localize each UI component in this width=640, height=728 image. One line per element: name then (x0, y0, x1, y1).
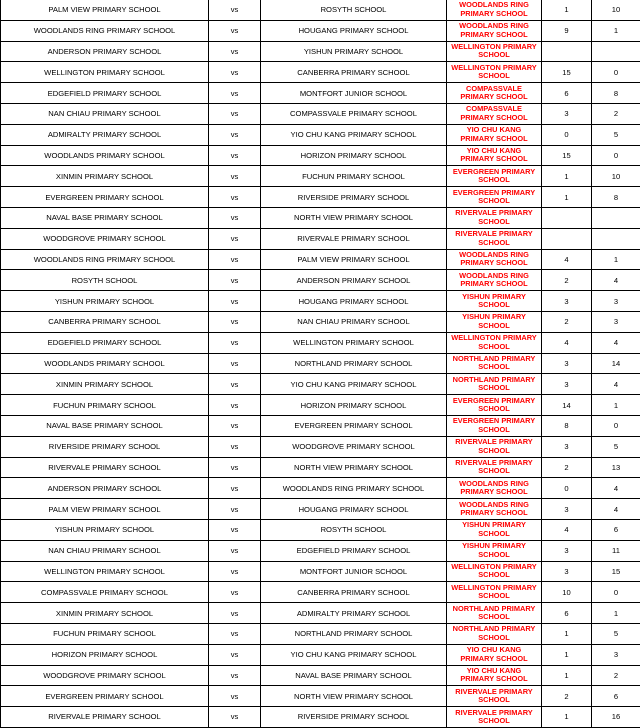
vs-cell: vs (209, 582, 261, 603)
score-home-cell: 8 (542, 415, 592, 436)
table-row (1, 187, 640, 208)
score-home-cell: 4 (542, 332, 592, 353)
winner-cell: WELLINGTON PRIMARY SCHOOL (447, 41, 542, 62)
score-home-cell: 4 (542, 519, 592, 540)
home-team-cell: WOODLANDS PRIMARY SCHOOL (1, 145, 209, 166)
home-team-cell: WOODLANDS PRIMARY SCHOOL (1, 353, 209, 374)
score-away-cell: 6 (592, 686, 640, 707)
score-away-cell: 16 (592, 707, 640, 728)
winner-cell: YIO CHU KANG PRIMARY SCHOOL (447, 145, 542, 166)
score-away-cell: 4 (592, 478, 640, 499)
away-team-cell: HORIZON PRIMARY SCHOOL (261, 395, 447, 416)
table-row (1, 561, 640, 582)
away-team-cell: RIVERSIDE PRIMARY SCHOOL (261, 707, 447, 728)
away-team-cell: COMPASSVALE PRIMARY SCHOOL (261, 103, 447, 124)
vs-cell: vs (209, 457, 261, 478)
vs-cell: vs (209, 686, 261, 707)
away-team-cell: MONTFORT JUNIOR SCHOOL (261, 561, 447, 582)
vs-cell: vs (209, 187, 261, 208)
score-away-cell: 1 (592, 20, 640, 41)
vs-cell: vs (209, 291, 261, 312)
winner-cell: EVERGREEN PRIMARY SCHOOL (447, 395, 542, 416)
score-away-cell: 3 (592, 311, 640, 332)
winner-cell: YISHUN PRIMARY SCHOOL (447, 540, 542, 561)
home-team-cell: WELLINGTON PRIMARY SCHOOL (1, 561, 209, 582)
home-team-cell: ANDERSON PRIMARY SCHOOL (1, 478, 209, 499)
winner-cell: WELLINGTON PRIMARY SCHOOL (447, 62, 542, 83)
table-row (1, 62, 640, 83)
score-away-cell: 14 (592, 353, 640, 374)
home-team-cell: ANDERSON PRIMARY SCHOOL (1, 41, 209, 62)
score-away-cell: 2 (592, 665, 640, 686)
score-away-cell: 1 (592, 395, 640, 416)
home-team-cell: ADMIRALTY PRIMARY SCHOOL (1, 124, 209, 145)
score-home-cell: 1 (542, 623, 592, 644)
vs-cell: vs (209, 540, 261, 561)
vs-cell: vs (209, 353, 261, 374)
home-team-cell: HORIZON PRIMARY SCHOOL (1, 644, 209, 665)
winner-cell: YIO CHU KANG PRIMARY SCHOOL (447, 124, 542, 145)
table-row (1, 665, 640, 686)
vs-cell: vs (209, 395, 261, 416)
away-team-cell: RIVERSIDE PRIMARY SCHOOL (261, 187, 447, 208)
score-home-cell: 3 (542, 436, 592, 457)
away-team-cell: EVERGREEN PRIMARY SCHOOL (261, 415, 447, 436)
vs-cell: vs (209, 103, 261, 124)
away-team-cell: WOODLANDS RING PRIMARY SCHOOL (261, 478, 447, 499)
table-row (1, 291, 640, 312)
away-team-cell: CANBERRA PRIMARY SCHOOL (261, 582, 447, 603)
score-home-cell: 4 (542, 249, 592, 270)
table-row (1, 499, 640, 520)
vs-cell: vs (209, 270, 261, 291)
vs-cell: vs (209, 623, 261, 644)
score-away-cell: 11 (592, 540, 640, 561)
vs-cell: vs (209, 519, 261, 540)
vs-cell: vs (209, 332, 261, 353)
home-team-cell: YISHUN PRIMARY SCHOOL (1, 291, 209, 312)
winner-cell: RIVERVALE PRIMARY SCHOOL (447, 707, 542, 728)
away-team-cell: YISHUN PRIMARY SCHOOL (261, 41, 447, 62)
vs-cell: vs (209, 228, 261, 249)
table-row (1, 41, 640, 62)
score-home-cell: 10 (542, 582, 592, 603)
winner-cell: WOODLANDS RING PRIMARY SCHOOL (447, 20, 542, 41)
home-team-cell: PALM VIEW PRIMARY SCHOOL (1, 499, 209, 520)
winner-cell: WELLINGTON PRIMARY SCHOOL (447, 582, 542, 603)
score-home-cell: 9 (542, 20, 592, 41)
away-team-cell: NORTH VIEW PRIMARY SCHOOL (261, 207, 447, 228)
score-away-cell: 10 (592, 166, 640, 187)
table-row (1, 124, 640, 145)
winner-cell: NORTHLAND PRIMARY SCHOOL (447, 353, 542, 374)
score-home-cell: 3 (542, 374, 592, 395)
score-away-cell: 5 (592, 436, 640, 457)
away-team-cell: WOODGROVE PRIMARY SCHOOL (261, 436, 447, 457)
table-row (1, 207, 640, 228)
vs-cell: vs (209, 83, 261, 104)
away-team-cell: NORTH VIEW PRIMARY SCHOOL (261, 457, 447, 478)
table-row (1, 0, 640, 20)
score-home-cell: 0 (542, 478, 592, 499)
score-away-cell: 15 (592, 561, 640, 582)
table-row (1, 582, 640, 603)
away-team-cell: NORTH VIEW PRIMARY SCHOOL (261, 686, 447, 707)
score-away-cell: 13 (592, 457, 640, 478)
away-team-cell: NORTHLAND PRIMARY SCHOOL (261, 623, 447, 644)
winner-cell: RIVERVALE PRIMARY SCHOOL (447, 457, 542, 478)
vs-cell: vs (209, 311, 261, 332)
score-home-cell: 3 (542, 103, 592, 124)
score-away-cell: 0 (592, 415, 640, 436)
winner-cell: WELLINGTON PRIMARY SCHOOL (447, 332, 542, 353)
score-home-cell: 0 (542, 124, 592, 145)
away-team-cell: EDGEFIELD PRIMARY SCHOOL (261, 540, 447, 561)
away-team-cell: PALM VIEW PRIMARY SCHOOL (261, 249, 447, 270)
score-home-cell: 1 (542, 166, 592, 187)
winner-cell: YISHUN PRIMARY SCHOOL (447, 519, 542, 540)
score-away-cell (592, 41, 640, 62)
winner-cell: COMPASSVALE PRIMARY SCHOOL (447, 83, 542, 104)
away-team-cell: ANDERSON PRIMARY SCHOOL (261, 270, 447, 291)
vs-cell: vs (209, 207, 261, 228)
table-row (1, 103, 640, 124)
score-away-cell: 8 (592, 83, 640, 104)
home-team-cell: EDGEFIELD PRIMARY SCHOOL (1, 83, 209, 104)
home-team-cell: CANBERRA PRIMARY SCHOOL (1, 311, 209, 332)
score-away-cell: 5 (592, 623, 640, 644)
score-away-cell: 8 (592, 187, 640, 208)
table-row (1, 166, 640, 187)
score-home-cell: 2 (542, 686, 592, 707)
home-team-cell: NAVAL BASE PRIMARY SCHOOL (1, 415, 209, 436)
home-team-cell: XINMIN PRIMARY SCHOOL (1, 166, 209, 187)
score-away-cell: 3 (592, 291, 640, 312)
table-row (1, 249, 640, 270)
vs-cell: vs (209, 665, 261, 686)
score-home-cell: 3 (542, 540, 592, 561)
table-row (1, 332, 640, 353)
home-team-cell: FUCHUN PRIMARY SCHOOL (1, 623, 209, 644)
table-row (1, 603, 640, 624)
score-home-cell: 6 (542, 83, 592, 104)
home-team-cell: NAVAL BASE PRIMARY SCHOOL (1, 207, 209, 228)
home-team-cell: NAN CHIAU PRIMARY SCHOOL (1, 103, 209, 124)
away-team-cell: NAVAL BASE PRIMARY SCHOOL (261, 665, 447, 686)
score-home-cell: 15 (542, 62, 592, 83)
away-team-cell: ROSYTH SCHOOL (261, 0, 447, 20)
winner-cell: YISHUN PRIMARY SCHOOL (447, 291, 542, 312)
score-home-cell: 3 (542, 561, 592, 582)
vs-cell: vs (209, 644, 261, 665)
vs-cell: vs (209, 0, 261, 20)
score-home-cell: 15 (542, 145, 592, 166)
home-team-cell: YISHUN PRIMARY SCHOOL (1, 519, 209, 540)
away-team-cell: HOUGANG PRIMARY SCHOOL (261, 20, 447, 41)
score-home-cell: 2 (542, 270, 592, 291)
score-home-cell: 1 (542, 665, 592, 686)
away-team-cell: NORTHLAND PRIMARY SCHOOL (261, 353, 447, 374)
score-away-cell: 0 (592, 582, 640, 603)
table-row (1, 395, 640, 416)
winner-cell: EVERGREEN PRIMARY SCHOOL (447, 187, 542, 208)
table-row (1, 540, 640, 561)
table-row (1, 519, 640, 540)
score-away-cell: 4 (592, 270, 640, 291)
winner-cell: NORTHLAND PRIMARY SCHOOL (447, 374, 542, 395)
table-row (1, 415, 640, 436)
home-team-cell: ROSYTH SCHOOL (1, 270, 209, 291)
home-team-cell: RIVERVALE PRIMARY SCHOOL (1, 707, 209, 728)
vs-cell: vs (209, 478, 261, 499)
vs-cell: vs (209, 374, 261, 395)
away-team-cell: RIVERVALE PRIMARY SCHOOL (261, 228, 447, 249)
winner-cell: RIVERVALE PRIMARY SCHOOL (447, 436, 542, 457)
winner-cell: RIVERVALE PRIMARY SCHOOL (447, 686, 542, 707)
score-home-cell (542, 41, 592, 62)
home-team-cell: XINMIN PRIMARY SCHOOL (1, 603, 209, 624)
score-away-cell: 0 (592, 145, 640, 166)
winner-cell: YIO CHU KANG PRIMARY SCHOOL (447, 644, 542, 665)
away-team-cell: HORIZON PRIMARY SCHOOL (261, 145, 447, 166)
away-team-cell: MONTFORT JUNIOR SCHOOL (261, 83, 447, 104)
score-home-cell: 2 (542, 457, 592, 478)
away-team-cell: FUCHUN PRIMARY SCHOOL (261, 166, 447, 187)
home-team-cell: WOODGROVE PRIMARY SCHOOL (1, 228, 209, 249)
away-team-cell: YIO CHU KANG PRIMARY SCHOOL (261, 124, 447, 145)
away-team-cell: ROSYTH SCHOOL (261, 519, 447, 540)
home-team-cell: RIVERVALE PRIMARY SCHOOL (1, 457, 209, 478)
winner-cell: EVERGREEN PRIMARY SCHOOL (447, 415, 542, 436)
home-team-cell: EVERGREEN PRIMARY SCHOOL (1, 686, 209, 707)
score-home-cell: 1 (542, 0, 592, 20)
vs-cell: vs (209, 62, 261, 83)
fixtures-table-body (1, 0, 640, 727)
vs-cell: vs (209, 41, 261, 62)
winner-cell: WOODLANDS RING PRIMARY SCHOOL (447, 499, 542, 520)
away-team-cell: YIO CHU KANG PRIMARY SCHOOL (261, 374, 447, 395)
table-row (1, 374, 640, 395)
vs-cell: vs (209, 436, 261, 457)
home-team-cell: EVERGREEN PRIMARY SCHOOL (1, 187, 209, 208)
winner-cell: YIO CHU KANG PRIMARY SCHOOL (447, 665, 542, 686)
score-away-cell: 4 (592, 332, 640, 353)
vs-cell: vs (209, 20, 261, 41)
score-home-cell: 3 (542, 291, 592, 312)
score-away-cell: 1 (592, 249, 640, 270)
away-team-cell: HOUGANG PRIMARY SCHOOL (261, 499, 447, 520)
score-home-cell: 3 (542, 499, 592, 520)
score-home-cell: 3 (542, 353, 592, 374)
vs-cell: vs (209, 124, 261, 145)
away-team-cell: HOUGANG PRIMARY SCHOOL (261, 291, 447, 312)
home-team-cell: WOODGROVE PRIMARY SCHOOL (1, 665, 209, 686)
score-away-cell: 0 (592, 62, 640, 83)
score-away-cell: 10 (592, 0, 640, 20)
table-row (1, 353, 640, 374)
winner-cell: EVERGREEN PRIMARY SCHOOL (447, 166, 542, 187)
score-home-cell (542, 228, 592, 249)
vs-cell: vs (209, 499, 261, 520)
vs-cell: vs (209, 561, 261, 582)
home-team-cell: NAN CHIAU PRIMARY SCHOOL (1, 540, 209, 561)
table-row (1, 20, 640, 41)
away-team-cell: ADMIRALTY PRIMARY SCHOOL (261, 603, 447, 624)
home-team-cell: FUCHUN PRIMARY SCHOOL (1, 395, 209, 416)
winner-cell: YISHUN PRIMARY SCHOOL (447, 311, 542, 332)
table-row (1, 686, 640, 707)
vs-cell: vs (209, 415, 261, 436)
winner-cell: WELLINGTON PRIMARY SCHOOL (447, 561, 542, 582)
vs-cell: vs (209, 603, 261, 624)
winner-cell: NORTHLAND PRIMARY SCHOOL (447, 603, 542, 624)
winner-cell: NORTHLAND PRIMARY SCHOOL (447, 623, 542, 644)
winner-cell: WOODLANDS RING PRIMARY SCHOOL (447, 0, 542, 20)
score-away-cell: 4 (592, 499, 640, 520)
table-row (1, 145, 640, 166)
away-team-cell: NAN CHIAU PRIMARY SCHOOL (261, 311, 447, 332)
vs-cell: vs (209, 166, 261, 187)
table-row (1, 457, 640, 478)
table-row (1, 478, 640, 499)
away-team-cell: WELLINGTON PRIMARY SCHOOL (261, 332, 447, 353)
home-team-cell: EDGEFIELD PRIMARY SCHOOL (1, 332, 209, 353)
score-home-cell: 1 (542, 644, 592, 665)
score-away-cell: 2 (592, 103, 640, 124)
winner-cell: WOODLANDS RING PRIMARY SCHOOL (447, 249, 542, 270)
home-team-cell: WELLINGTON PRIMARY SCHOOL (1, 62, 209, 83)
score-away-cell: 1 (592, 603, 640, 624)
winner-cell: WOODLANDS RING PRIMARY SCHOOL (447, 478, 542, 499)
winner-cell: COMPASSVALE PRIMARY SCHOOL (447, 103, 542, 124)
score-home-cell (542, 207, 592, 228)
table-row (1, 311, 640, 332)
table-row (1, 436, 640, 457)
home-team-cell: COMPASSVALE PRIMARY SCHOOL (1, 582, 209, 603)
score-away-cell: 5 (592, 124, 640, 145)
score-away-cell (592, 207, 640, 228)
score-away-cell: 4 (592, 374, 640, 395)
score-home-cell: 1 (542, 187, 592, 208)
vs-cell: vs (209, 707, 261, 728)
home-team-cell: WOODLANDS RING PRIMARY SCHOOL (1, 20, 209, 41)
score-away-cell (592, 228, 640, 249)
table-row (1, 707, 640, 728)
away-team-cell: YIO CHU KANG PRIMARY SCHOOL (261, 644, 447, 665)
winner-cell: RIVERVALE PRIMARY SCHOOL (447, 207, 542, 228)
vs-cell: vs (209, 145, 261, 166)
home-team-cell: WOODLANDS RING PRIMARY SCHOOL (1, 249, 209, 270)
score-home-cell: 2 (542, 311, 592, 332)
score-home-cell: 14 (542, 395, 592, 416)
home-team-cell: XINMIN PRIMARY SCHOOL (1, 374, 209, 395)
table-row (1, 83, 640, 104)
table-row (1, 270, 640, 291)
table-row (1, 644, 640, 665)
table-row (1, 623, 640, 644)
score-home-cell: 1 (542, 707, 592, 728)
table-row (1, 228, 640, 249)
home-team-cell: PALM VIEW PRIMARY SCHOOL (1, 0, 209, 20)
away-team-cell: CANBERRA PRIMARY SCHOOL (261, 62, 447, 83)
vs-cell: vs (209, 249, 261, 270)
score-away-cell: 6 (592, 519, 640, 540)
score-home-cell: 6 (542, 603, 592, 624)
home-team-cell: RIVERSIDE PRIMARY SCHOOL (1, 436, 209, 457)
score-away-cell: 3 (592, 644, 640, 665)
winner-cell: RIVERVALE PRIMARY SCHOOL (447, 228, 542, 249)
winner-cell: WOODLANDS RING PRIMARY SCHOOL (447, 270, 542, 291)
